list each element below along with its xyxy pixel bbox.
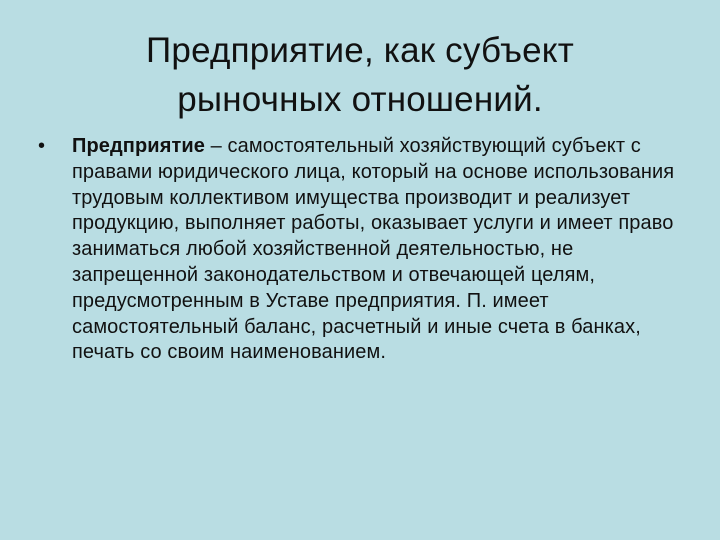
bullet-icon: •	[38, 135, 46, 157]
slide-content	[38, 134, 688, 366]
slide-title-line-2: рыночных отношений.	[177, 80, 543, 119]
slide-title-line-1: Предприятие, как субъект	[146, 31, 574, 70]
definition-term: Предприятие	[72, 135, 205, 157]
slide-title	[0, 26, 720, 124]
definition-bullet	[38, 134, 688, 366]
definition-text: – самостоятельный хозяйствующий субъект с правами юридического лица, который на основе использования трудовым коллективом имущества производит и реализует продукцию, выполняет работы, оказывает услуги и имеет право заниматься любой хозяйственной деятельностью, не запрещенной законодательством и отвечающей целям, предусмотренным в Уставе предприятия. П. имеет самостоятельный баланс, расчетный и иные счета в банках, печать со своим наименованием.	[72, 135, 675, 364]
